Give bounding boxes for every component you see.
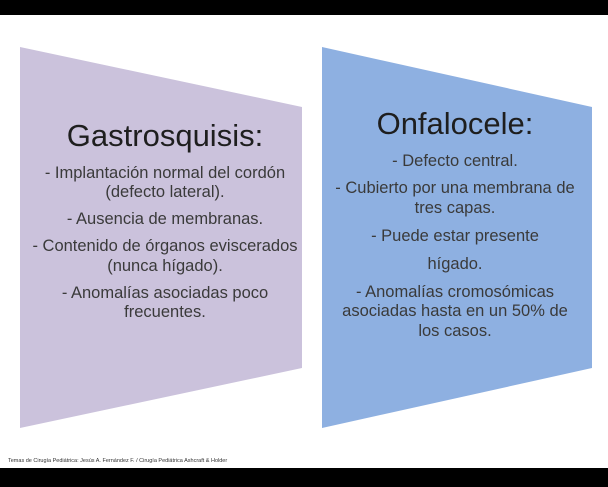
onfalocele-title: Onfalocele:: [376, 106, 534, 141]
gastrosquisis-item: - Anomalías asociadas poco frecuentes.: [61, 283, 269, 322]
onfalocele-item: - Defecto central.: [392, 151, 518, 170]
onfalocele-panel: [330, 106, 580, 350]
gastrosquisis-item: - Contenido de órganos eviscerados (nunca hígado).: [32, 237, 298, 275]
gastrosquisis-item: - Ausencia de membranas.: [66, 210, 264, 229]
gastrosquisis-panel: [30, 118, 300, 330]
source-footer: Temas de Cirugía Pediátrica: Jesús A. Fernández F. / Cirugía Pediátrica Ashcraft & Holder: [8, 458, 228, 464]
onfalocele-item: - Cubierto por una membrana de tres capas.: [335, 179, 575, 218]
gastrosquisis-title: Gastrosquisis:: [66, 118, 264, 153]
gastrosquisis-item: - Implantación normal del cordón (defecto lateral).: [44, 163, 286, 202]
onfalocele-item: hígado.: [427, 254, 483, 273]
onfalocele-item: - Anomalías cromosómicas asociadas hasta en un 50% de los casos.: [342, 282, 568, 341]
onfalocele-item: - Puede estar presente: [371, 227, 539, 246]
slide: [0, 15, 608, 468]
